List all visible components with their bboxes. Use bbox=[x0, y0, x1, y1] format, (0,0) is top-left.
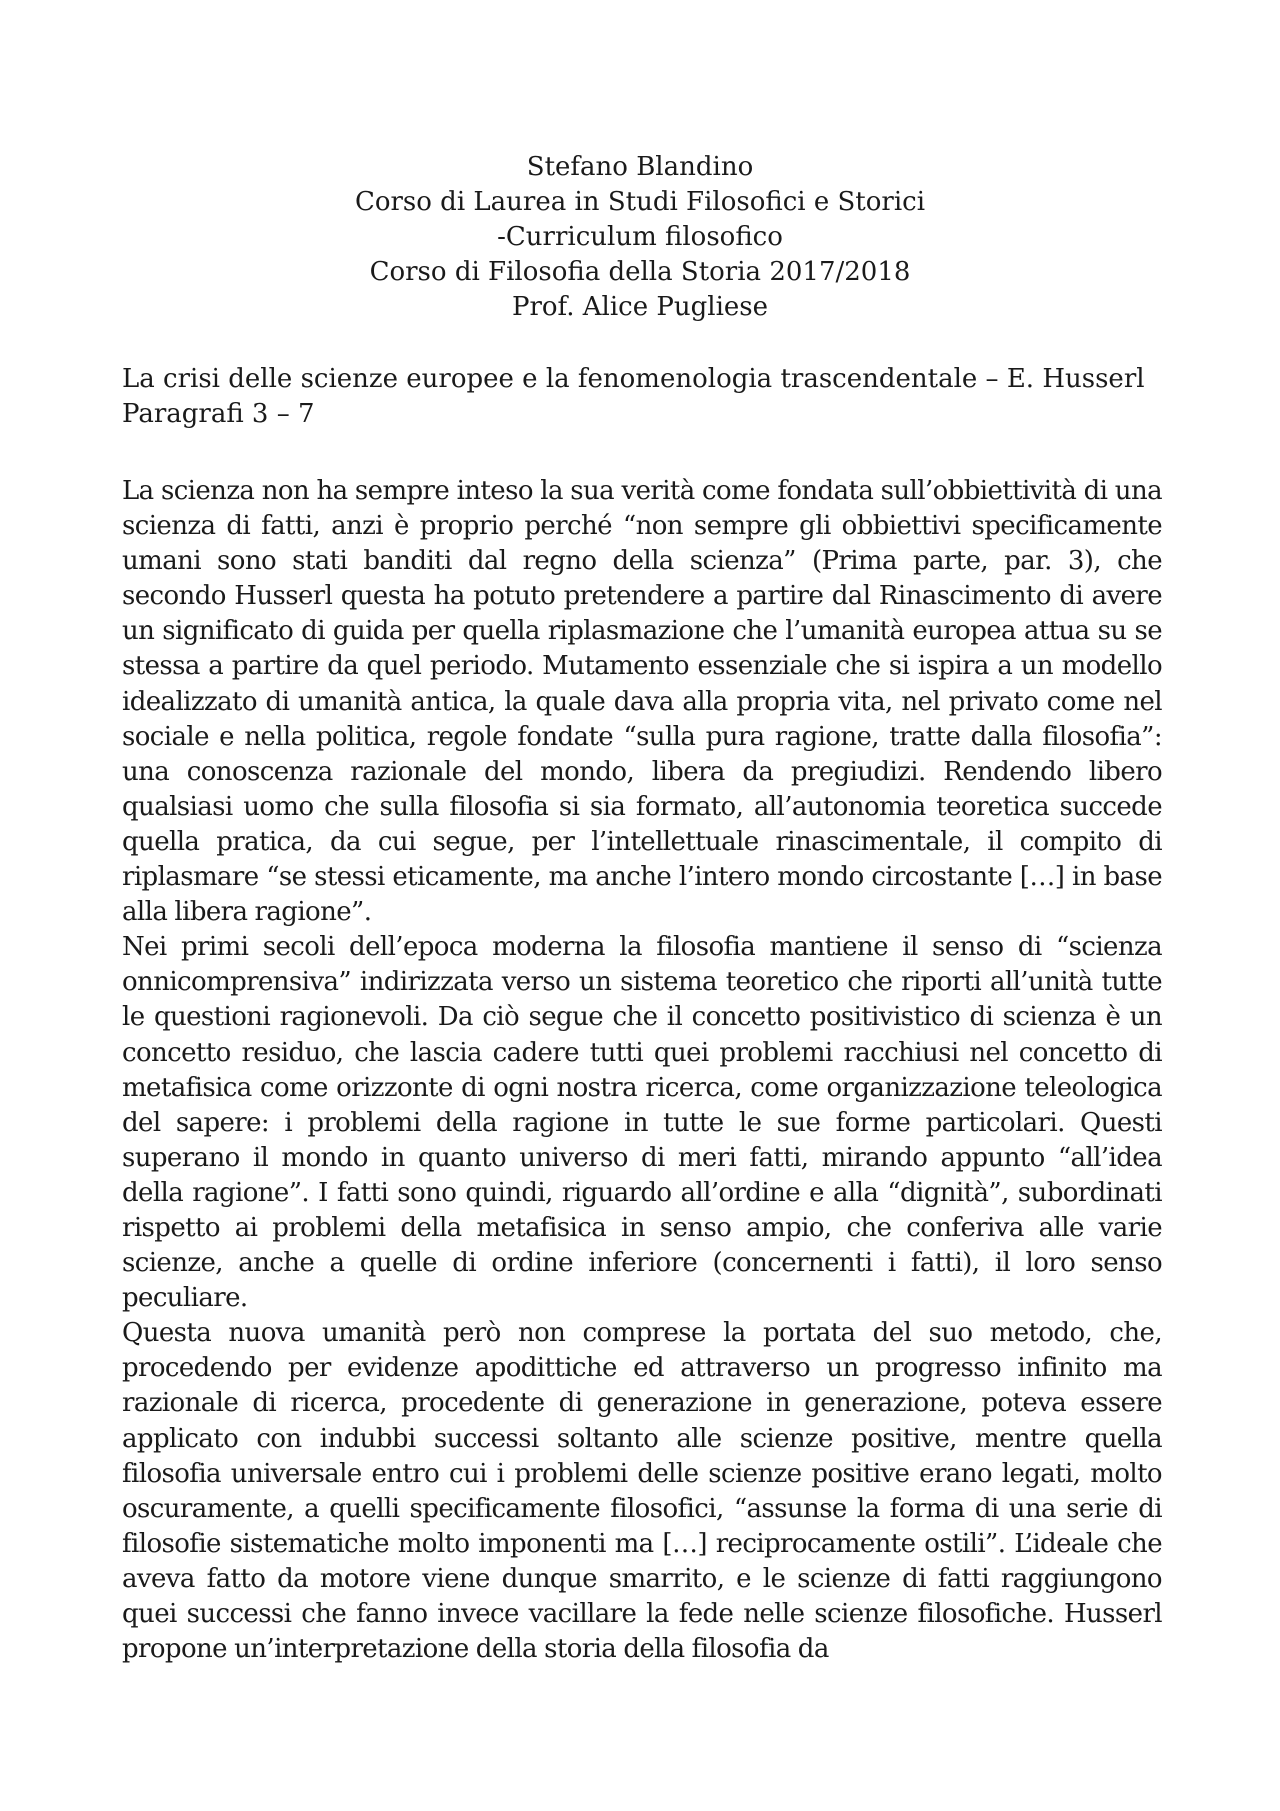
title-block bbox=[122, 362, 1162, 432]
body-text bbox=[122, 474, 1162, 1667]
paragraph: La scienza non ha sempre inteso la sua verità come fondata sull’obbiettività di una scienza di fatti, anzi è proprio perché “non sempre gli obbiettivi specificamente umani sono stati banditi dal regno della scienza” (Prima parte, par. 3), che secondo Husserl questa ha potuto pretendere a partire dal Rinascimento di avere un significato di guida per quella riplasmazione che l’umanità europea attua su se stessa a partire da quel periodo. Mutamento essenziale che si ispira a un modello idealizzato di umanità antica, la quale dava alla propria vita, nel privato come nel sociale e nella politica, regole fondate “sulla pura ragione, tratte dalla filosofia”: una conoscenza razionale del mondo, libera da pregiudizi. Rendendo libero qualsiasi uomo che sulla filosofia si sia formato, all’autonomia teoretica succede quella pratica, da cui segue, per l’intellettuale rinascimentale, il compito di riplasmare “se stessi eticamente, ma anche l’intero mondo circostante […] in base alla libera ragione”. bbox=[122, 476, 1162, 928]
sections-label: Paragrafi 3 – 7 bbox=[122, 399, 315, 429]
course-name: Corso di Filosofia della Storia 2017/2018 bbox=[369, 257, 911, 287]
paragraph: Nei primi secoli dell’epoca moderna la filosofia mantiene il senso di “scienza onnicomprensiva” indirizzata verso un sistema teoretico che riporti all’unità tutte le questioni ragionevoli. Da ciò segue che il concetto positivistico di scienza è un concetto residuo, che lascia cadere tutti quei problemi racchiusi nel concetto di metafisica come orizzonte di ogni nostra ricerca, come organizzazione teleologica del sapere: i problemi della ragione in tutte le sue forme particolari. Questi superano il mondo in quanto universo di meri fatti, mirando appunto “all’idea della ragione”. I fatti sono quindi, riguardo all’ordine e alla “dignità”, subordinati rispetto ai problemi della metafisica in senso ampio, che conferiva alle varie scienze, anche a quelle di ordine inferiore (concernenti i fatti), il loro senso peculiare. bbox=[122, 932, 1162, 1314]
professor-name: Prof. Alice Pugliese bbox=[511, 292, 769, 322]
author-name: Stefano Blandino bbox=[526, 152, 754, 182]
work-title: La crisi delle scienze europee e la fenomenologia trascendentale – E. Husserl bbox=[122, 364, 1145, 394]
document-header bbox=[0, 150, 1280, 325]
paragraph: Questa nuova umanità però non comprese la portata del suo metodo, che, procedendo per evidenze apodittiche ed attraverso un progresso infinito ma razionale di ricerca, procedente di generazione in generazione, poteva essere applicato con indubbi successi soltanto alle scienze positive, mentre quella filosofia universale entro cui i problemi delle scienze positive erano legati, molto oscuramente, a quelli specificamente filosofici, “assunse la forma di una serie di filosofie sistematiche molto imponenti ma […] reciprocamente ostili”. L’ideale che aveva fatto da motore viene dunque smarrito, e le scienze di fatti raggiungono quei successi che fanno invece vacillare la fede nelle scienze filosofiche. Husserl propone un’interpretazione della storia della filosofia da bbox=[122, 1318, 1162, 1665]
curriculum: -Curriculum filosofico bbox=[497, 222, 783, 252]
degree-course: Corso di Laurea in Studi Filosofici e Storici bbox=[354, 187, 926, 217]
